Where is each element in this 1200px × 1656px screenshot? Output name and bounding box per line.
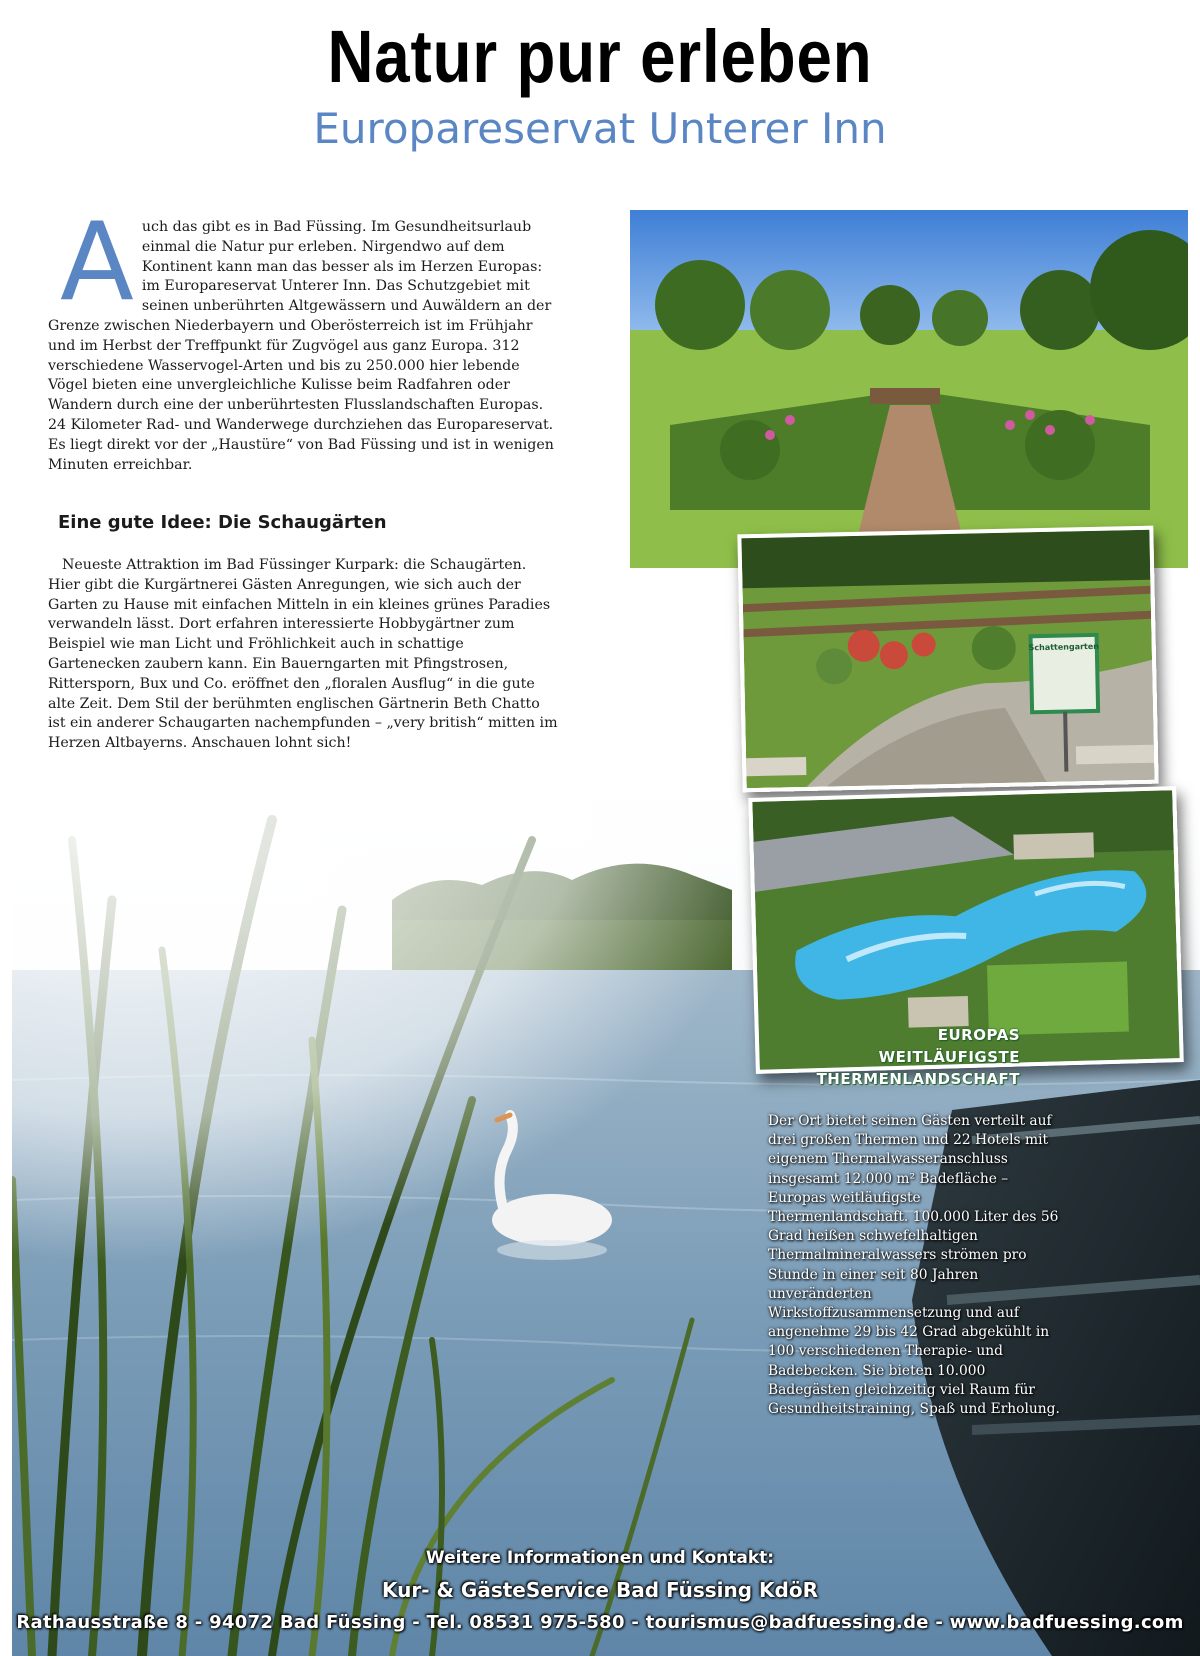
- thermal-badge: [755, 1024, 1020, 1090]
- page-subtitle: Europareservat Unterer Inn: [313, 104, 887, 153]
- contact-address: Rathausstraße 8 - 94072 Bad Füssing - Tel. 08531 975-580 - tourismus@badfuessing.de - www.badfuessing.com: [16, 1612, 1184, 1633]
- thermal-paragraph: Der Ort bietet seinen Gästen verteilt auf drei großen Thermen und 22 Hotels mit eigenem Thermalwasseranschluss insgesamt 12.000 m² Badefläche – Europas weitläufigste Thermenlandschaft. 100.000 Liter des 56 Grad heißen schwefelhaltigen Thermalmineralwassers strömen pro Stunde in einer seit 80 Jahren unveränderten Wirkstoffzusammensetzung und auf angenehme 29 bis 42 Grad abgekühlt in 100 verschiedenen Therapie- und Badebecken. Sie bieten 10.000 Badegästen gleichzeitig viel Raum für Gesundheitstraining, Spaß und Erholung.: [768, 1113, 1060, 1418]
- contact-organization: Kur- & GästeService Bad Füssing KdöR: [381, 1578, 819, 1602]
- contact-heading: Weitere Informationen und Kontakt:: [425, 1548, 775, 1568]
- section-paragraph: Neueste Attraktion im Bad Füssinger Kurpark: die Schaugärten. Hier gibt die Kurgärtnerei Gästen Anregungen, wie sich auch der Garten zu Hause mit einfachen Mitteln in ein kleines grünes Paradies verwandeln lässt. Dort erfahren interessierte Hobbygärtner zum Beispiel wie man Licht und Fröhlichkeit auch in schattige Gartenecken zaubern kann. Ein Bauerngarten mit Pfingstrosen, Rittersporn, Bux und Co. eröffnet den „floralen Ausflug“ in die gute alte Zeit. Dem Stil der berühmten englischen Gärtnerin Beth Chatto ist ein anderer Schaugarten nachempfunden – „very british“ mitten im Herzen Altbayerns. Anschauen lohnt sich!: [48, 557, 558, 752]
- section-heading: Eine gute Idee: Die Schaugärten: [58, 512, 387, 533]
- rock-garden-illustration: [741, 530, 1154, 788]
- drop-cap: A: [60, 200, 134, 325]
- kurpark-garden-photo: [630, 210, 1188, 568]
- intro-text: uch das gibt es in Bad Füssing. Im Gesundheitsurlaub einmal die Natur pur erleben. Nirgendwo auf dem Kontinent kann man das besser als im Herzen Europas: im Europareservat Unterer Inn. Das Schutzgebiet mit seinen unberührten Altgewässern und Auwäldern an der Grenze zwischen Niederbayern und Oberösterreich ist im Frühjahr und im Herbst der Treffpunkt für Zugvögel aus ganz Europa. 312 verschiedene Wasservogel-Arten und bis zu 250.000 hier lebende Vögel bieten eine unvergleichliche Kulisse beim Radfahren oder Wandern durch eine der unberührtesten Flusslandschaften Europas. 24 Kilometer Rad- und Wanderwege durchziehen das Europareservat. Es liegt direkt vor der „Haustüre“ von Bad Füssing und ist in wenigen Minuten erreichbar.: [48, 219, 554, 473]
- badge-line-2: WEITLÄUFIGSTE: [878, 1048, 1020, 1066]
- garden-illustration: [630, 210, 1188, 568]
- intro-paragraph: [48, 200, 558, 475]
- badge-line-1: EUROPAS: [937, 1026, 1020, 1044]
- page-title: Natur pur erleben: [327, 15, 873, 98]
- badge-line-3: THERMENLANDSCHAFT: [816, 1070, 1020, 1088]
- schattengarten-photo: [737, 526, 1158, 793]
- sign-label: Schattengarten: [1028, 641, 1100, 653]
